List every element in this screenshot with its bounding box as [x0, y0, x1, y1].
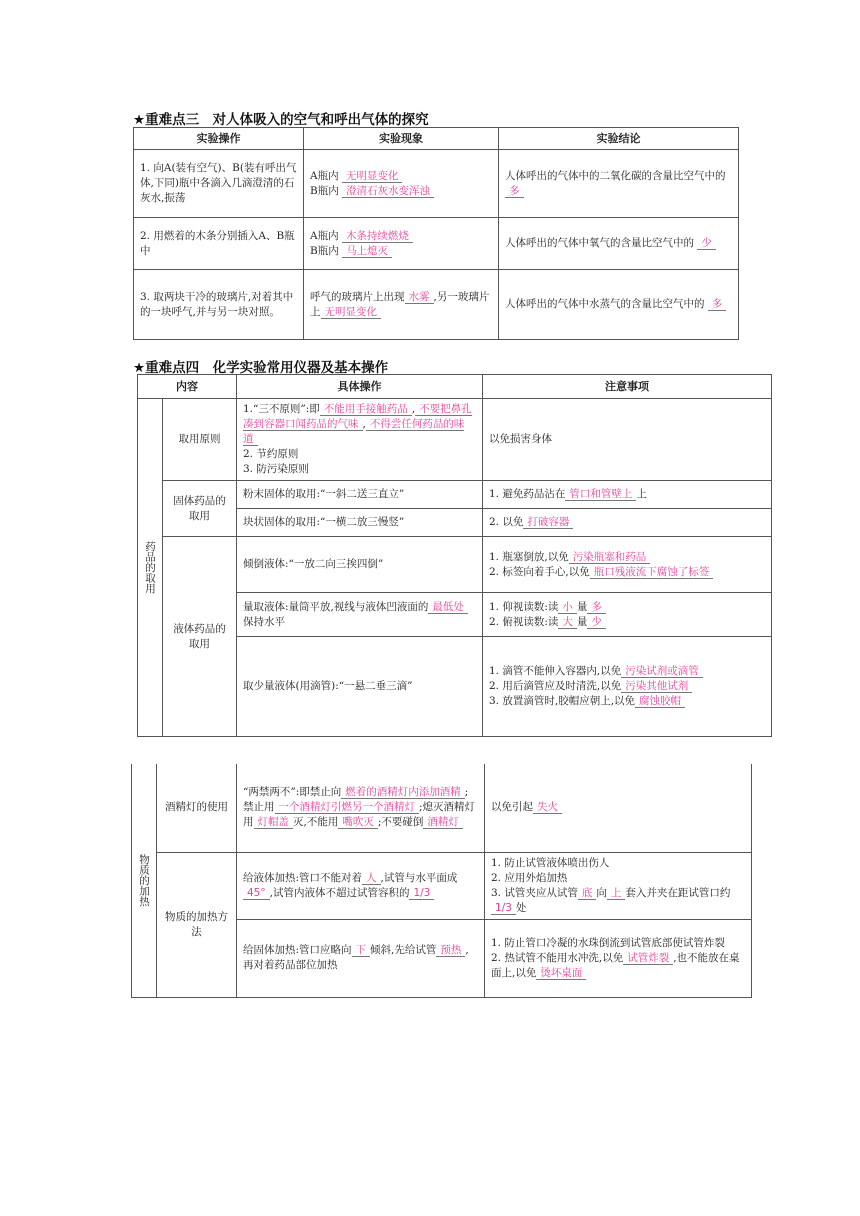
row-label: 酒精灯的使用	[157, 764, 237, 852]
note-text: 2. 用后滴管应及时清洗,以免	[489, 680, 622, 692]
answer-text: 不要把鼻孔凑到容器口闻药品的气味	[243, 403, 472, 430]
answer-text: 烫坏桌面	[536, 967, 586, 980]
answer-text: 澄清石灰水变浑浊	[342, 185, 434, 198]
answer-text: 一个酒精灯引燃另一个酒精灯	[275, 801, 420, 814]
conclusion-text: 人体呼出的气体中的二氧化碳的含量比空气中的	[505, 169, 726, 182]
answer-text: 酒精灯	[423, 816, 463, 829]
section4-title: ★重难点四 化学实验常用仪器及基本操作	[133, 360, 389, 376]
operation-cell: 倾倒液体:“一放二向三挨四倒”	[237, 537, 483, 593]
phenomenon-text: 呼气的玻璃片上出现	[310, 290, 405, 303]
note-text: 以免引起	[491, 801, 533, 814]
header-conclusion: 实验结论	[499, 128, 739, 150]
note-text: 套入并夹在距试管口约	[625, 886, 731, 899]
answer-text: 多	[708, 298, 727, 311]
operation-cell: 粉末固体的取用:“一斜二送三直立”	[237, 481, 483, 509]
row-label: 取用原则	[163, 399, 237, 481]
answer-text: 管口和管壁上	[565, 488, 636, 501]
operation-text: 给固体加热:管口应略向	[243, 944, 352, 956]
answer-text: 多	[505, 185, 524, 198]
operation-cell: 1.“三不原则”:即 不能用手接触药品 , 不要把鼻孔凑到容器口闻药品的气味 , 不得尝任何药品的味道 2. 节约原则 3. 防污染原则	[237, 399, 483, 481]
answer-text: 瓶口残液流下腐蚀了标签	[590, 566, 714, 579]
operation-cell	[237, 919, 485, 997]
operation-cell: 3. 取两块干冷的玻璃片,对着其中的一块呼气,并与另一块对照。	[134, 270, 304, 340]
operation-cell: 1. 向A(装有空气)、B(装有呼出气体,下同)瓶中各滴入几滴澄清的石灰水,振荡	[134, 150, 304, 218]
operation-text: ,试管内液体不超过试管容积的	[269, 886, 410, 899]
bottle-a-label: A瓶内	[310, 229, 339, 242]
note-text: 量	[576, 600, 588, 613]
operation-text: 量取液体:量筒平放,视线与液体凹液面的	[243, 600, 429, 613]
section3-title: ★重难点三 对人体吸入的空气和呼出气体的探究	[133, 112, 429, 128]
answer-text: 失火	[533, 801, 562, 814]
rule-text: 2. 节约原则	[243, 448, 299, 460]
operation-text: ,再对着药品部位加热	[243, 944, 469, 971]
operation-text: ;不要碰倒	[377, 816, 424, 829]
answer-text: 1/3	[491, 902, 516, 915]
operation-cell: 块状固体的取用:“一横二放三慢竖”	[237, 509, 483, 537]
notes-cell: 以免损害身体	[483, 399, 772, 481]
operation-text: ;禁止用	[243, 786, 469, 814]
note-text: 2. 热试管不能用水冲洗,以免	[491, 951, 624, 964]
answer-text: 灯帽盖	[254, 816, 294, 829]
operation-cell: 取少量液体(用滴管):“一悬二垂三滴”	[237, 637, 483, 737]
operation-text: “两禁两不”:即禁止向	[243, 786, 342, 799]
phenomenon-text: ,另一玻璃片上	[310, 290, 490, 318]
note-text: 向	[596, 886, 607, 899]
answer-text: 最低处	[428, 601, 468, 614]
answer-text: 1/3	[409, 887, 434, 900]
note-text: 3. 试管夹应从试管	[491, 886, 578, 899]
note-text: 1. 瓶塞倒放,以免	[489, 550, 569, 563]
operation-cell: 2. 用燃着的木条分别插入A、B瓶中	[134, 218, 304, 270]
note-text: 量	[576, 615, 588, 628]
notes-cell	[483, 593, 772, 637]
table-row	[134, 218, 739, 270]
conclusion-cell	[499, 270, 739, 340]
answer-text: 燃着的酒精灯内添加酒精	[341, 786, 465, 799]
header-phenomenon: 实验现象	[304, 128, 499, 150]
note-text: 上	[636, 488, 647, 500]
bottle-a-label: A瓶内	[310, 169, 339, 182]
answer-text: 下	[352, 944, 371, 957]
row-label: 物质的加热方法	[157, 852, 237, 997]
operation-text: 灭,不能用	[293, 816, 339, 829]
notes-cell	[483, 637, 772, 737]
notes-cell	[485, 764, 752, 852]
answer-text: 上	[607, 887, 626, 900]
bottle-b-label: B瓶内	[310, 244, 339, 257]
notes-cell	[483, 509, 772, 537]
answer-text: 腐蚀胶帽	[635, 695, 685, 708]
rule-text: 1.“三不原则”:即	[243, 403, 320, 415]
note-text: 1. 防止管口冷凝的水珠倒流到试管底部使试管炸裂	[491, 936, 725, 949]
answer-text: 试管炸裂	[623, 952, 673, 965]
conclusion-text: 人体呼出的气体中水蒸气的含量比空气中的	[505, 298, 705, 310]
answer-text: 底	[578, 887, 597, 900]
note-text: 2. 以免	[489, 516, 524, 528]
operation-cell	[237, 593, 483, 637]
row-label: 固体药品的取用	[163, 481, 237, 537]
notes-cell	[485, 919, 752, 997]
header-content: 内容	[138, 375, 237, 399]
note-text: 1. 防止试管液体喷出伤人	[491, 856, 610, 869]
answer-text: 不得尝任何药品的味道	[243, 418, 465, 445]
row-label: 液体药品的取用	[163, 537, 237, 737]
phenomenon-cell	[304, 270, 499, 340]
table-row	[134, 150, 739, 218]
section3-table	[133, 127, 739, 340]
answer-text: 少	[587, 616, 606, 629]
answer-text: 少	[697, 237, 716, 250]
conclusion-cell	[499, 150, 739, 218]
answer-text: 马上熄灭	[342, 245, 392, 258]
table-row	[132, 764, 752, 852]
operation-text: 保持水平	[243, 615, 285, 628]
answer-text: 小	[558, 601, 577, 614]
answer-text: 木条持续燃烧	[342, 230, 413, 243]
table-row	[134, 270, 739, 340]
note-text: ,也不能放在桌面上,以免	[491, 951, 740, 979]
answer-text: 污染其他试剂	[621, 680, 692, 693]
table-row	[138, 537, 772, 593]
notes-cell	[485, 852, 752, 919]
phenomenon-cell	[304, 150, 499, 218]
answer-text: 无明显变化	[342, 170, 403, 183]
header-notes: 注意事项	[483, 375, 772, 399]
operation-text: ;熄灭酒精灯用	[243, 801, 476, 829]
note-text: 3. 放置滴管时,胶帽应朝上,以免	[489, 695, 636, 707]
answer-text: 大	[558, 616, 577, 629]
note-text: 2. 标签向着手心,以免	[489, 565, 590, 578]
bottle-b-label: B瓶内	[310, 184, 339, 197]
operation-text: ,试管与水平面成	[380, 871, 458, 884]
answer-text: 45°	[243, 887, 270, 900]
note-text: 2. 应用外焰加热	[491, 871, 568, 884]
answer-text: 人	[362, 872, 381, 885]
conclusion-cell	[499, 218, 739, 270]
answer-text: 不能用手接触药品	[320, 403, 412, 416]
operation-cell	[237, 852, 485, 919]
table-row	[132, 852, 752, 919]
answer-text: 水雾	[405, 291, 434, 304]
conclusion-text: 人体呼出的气体中氧气的含量比空气中的	[505, 237, 694, 249]
table-row	[138, 481, 772, 509]
note-text: 1. 避免药品沾在	[489, 488, 566, 500]
answer-text: 污染瓶塞和药品	[569, 551, 651, 564]
table-row	[138, 399, 772, 481]
section4-table-lower	[131, 764, 752, 998]
note-text: 1. 滴管不能伸入容器内,以免	[489, 665, 622, 677]
header-operation: 具体操作	[237, 375, 483, 399]
answer-text: 打破容器	[523, 516, 573, 529]
answer-text: 嘴吹灭	[338, 816, 378, 829]
rule-text: 3. 防污染原则	[243, 463, 309, 475]
note-text: 2. 俯视读数:读	[489, 615, 559, 628]
section4-table-upper	[137, 374, 772, 737]
notes-cell	[483, 481, 772, 509]
answer-text: 多	[587, 601, 606, 614]
answer-text: 无明显变化	[321, 306, 382, 319]
operation-text: 倾斜,先给试管	[370, 944, 437, 956]
answer-text: 污染试剂或滴管	[621, 665, 703, 678]
note-text: 1. 仰视读数:读	[489, 600, 559, 613]
operation-cell	[237, 764, 485, 852]
group-label-heating: 物质的加热	[132, 764, 157, 997]
operation-text: 给液体加热:管口不能对着	[243, 871, 363, 884]
note-text: 处	[515, 901, 527, 914]
notes-cell	[483, 537, 772, 593]
phenomenon-cell	[304, 218, 499, 270]
answer-text: 预热	[436, 944, 465, 957]
group-label-reagent: 药品的取用	[138, 399, 163, 737]
header-operation: 实验操作	[134, 128, 304, 150]
